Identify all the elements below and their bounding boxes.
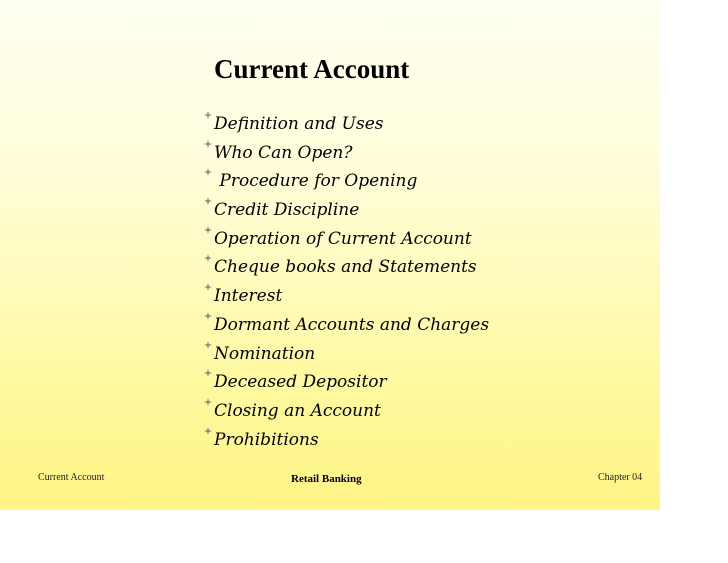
sparkle-bullet-icon xyxy=(204,283,212,291)
bullet-text: Prohibitions xyxy=(214,429,319,450)
bullet-item-dormant-accounts xyxy=(204,311,489,340)
sparkle-bullet-icon xyxy=(204,226,212,234)
bullet-text: Nomination xyxy=(214,343,316,364)
sparkle-bullet-icon xyxy=(204,140,212,148)
sparkle-bullet-icon xyxy=(204,312,212,320)
bullet-item-who-can-open xyxy=(204,139,489,168)
bullet-item-interest xyxy=(204,282,489,311)
bullet-item-prohibitions xyxy=(204,426,489,455)
bullet-text: Procedure for Opening xyxy=(214,171,418,192)
bullet-list xyxy=(204,110,489,454)
bullet-text: Operation of Current Account xyxy=(214,228,472,249)
bullet-text: Closing an Account xyxy=(214,400,381,421)
footer-chapter-label: Chapter 04 xyxy=(598,472,643,483)
bullet-item-procedure xyxy=(204,167,489,196)
sparkle-bullet-icon xyxy=(204,254,212,262)
bullet-text: Credit Discipline xyxy=(214,200,360,221)
bullet-text: Who Can Open? xyxy=(214,142,353,163)
bullet-text: Interest xyxy=(214,286,283,307)
footer-section-label: Current Account xyxy=(38,472,105,483)
bullet-item-credit-discipline xyxy=(204,196,489,225)
bullet-text: Dormant Accounts and Charges xyxy=(214,314,490,335)
sparkle-bullet-icon xyxy=(204,197,212,205)
sparkle-bullet-icon xyxy=(204,111,212,119)
bullet-item-nomination xyxy=(204,340,489,369)
sparkle-bullet-icon xyxy=(204,398,212,406)
bullet-item-cheque-books xyxy=(204,253,489,282)
slide-title: Current Account xyxy=(214,54,410,84)
sparkle-bullet-icon xyxy=(204,427,212,435)
bullet-item-deceased-depositor xyxy=(204,368,489,397)
bullet-item-closing-account xyxy=(204,397,489,426)
bullet-text: Deceased Depositor xyxy=(214,372,387,393)
bullet-item-operation xyxy=(204,225,489,254)
sparkle-bullet-icon xyxy=(204,369,212,377)
bullet-text: Definition and Uses xyxy=(214,114,384,134)
footer-course-title: Retail Banking xyxy=(291,473,362,485)
sparkle-bullet-icon xyxy=(204,168,212,176)
sparkle-bullet-icon xyxy=(204,341,212,349)
bullet-item-definition xyxy=(204,110,489,139)
bullet-text: Cheque books and Statements xyxy=(214,257,477,278)
